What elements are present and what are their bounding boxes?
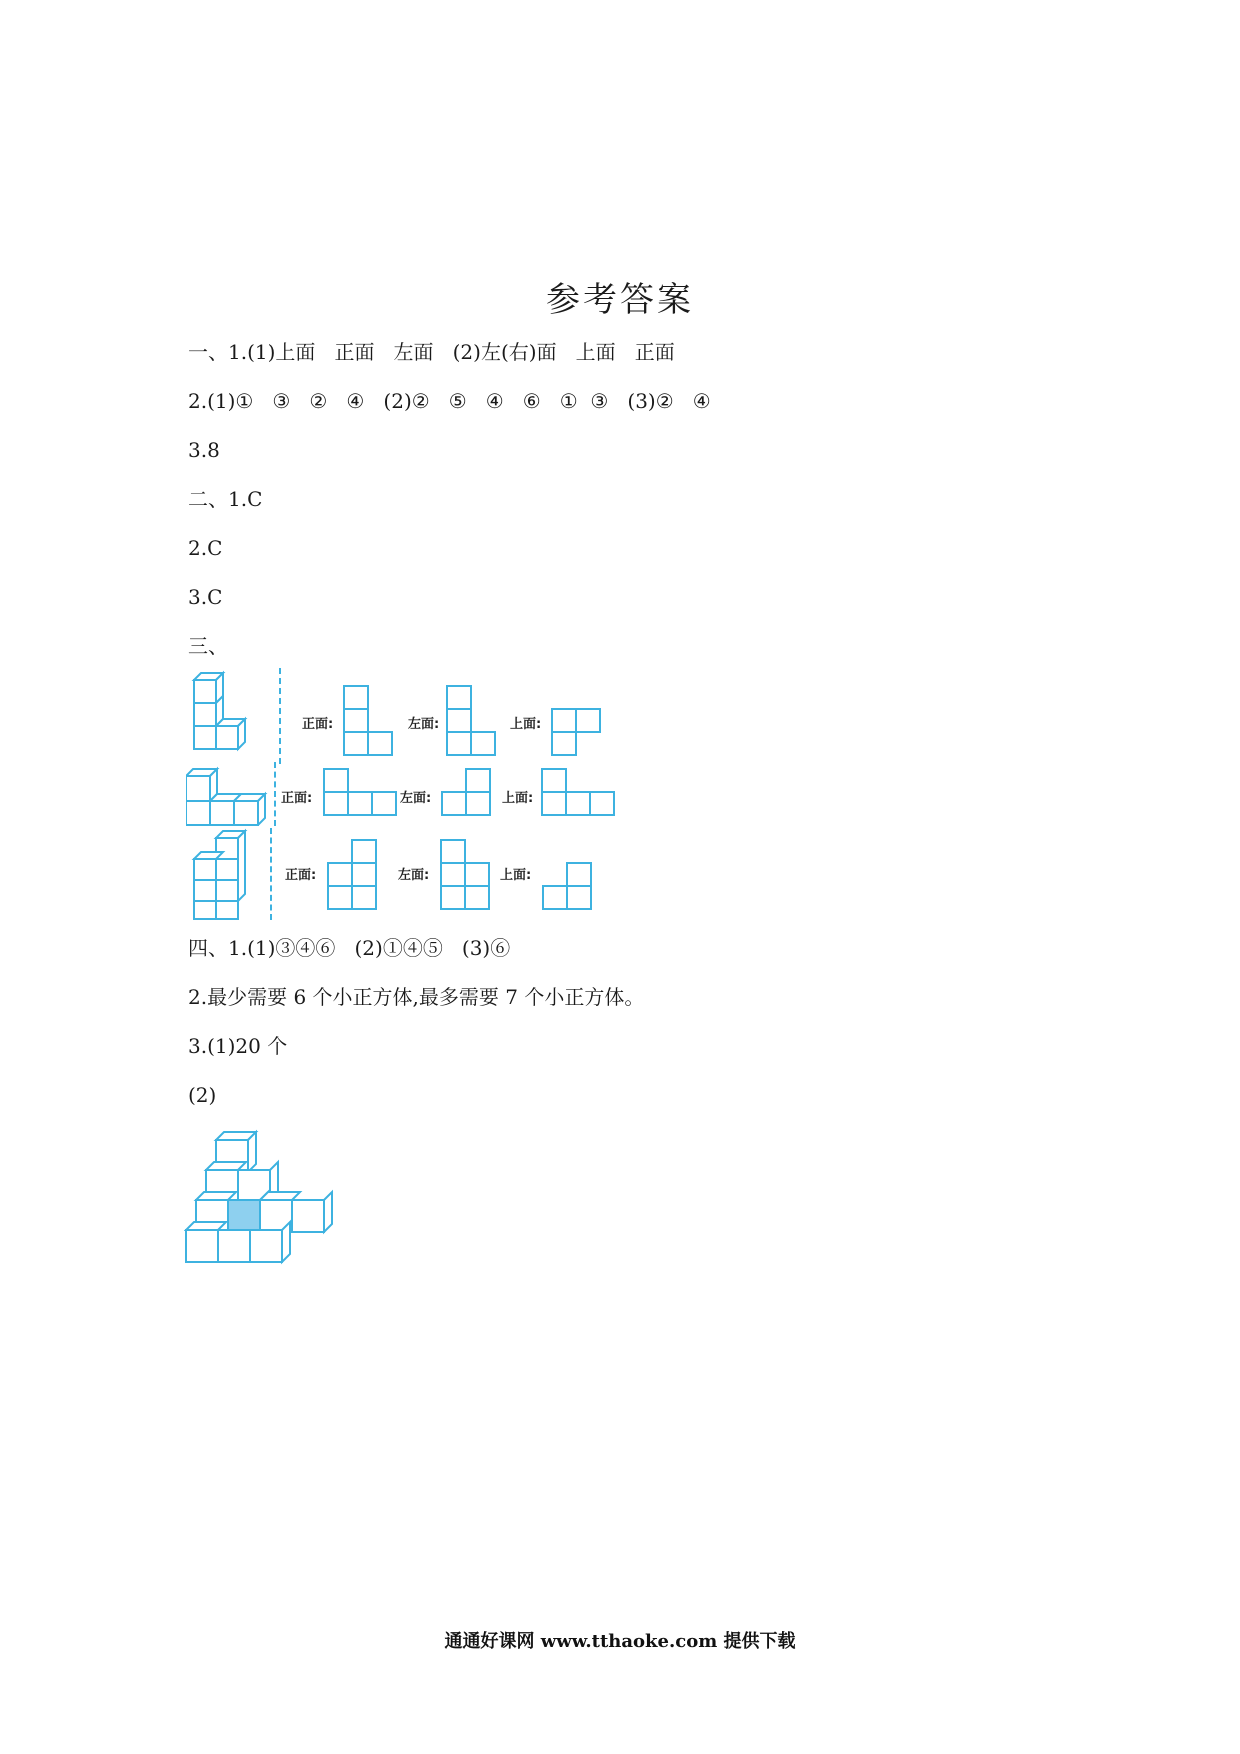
front-view-3 xyxy=(327,839,379,911)
cube-figure-2 xyxy=(186,764,270,826)
answer-line-1-3: 3.8 xyxy=(188,438,220,462)
page-title: 参考答案 xyxy=(546,280,694,320)
answer-line-4-1: 四、1.(1)③④⑥ (2)①④⑤ (3)⑥ xyxy=(188,936,511,960)
front-view-2 xyxy=(323,768,397,818)
divider-line-2 xyxy=(274,762,276,826)
divider-line-1 xyxy=(279,668,281,764)
answer-line-1-1: 一、1.(1)上面 正面 左面 (2)左(右)面 上面 正面 xyxy=(188,340,675,364)
top-view-1 xyxy=(551,708,603,758)
cube-figure-3 xyxy=(186,828,256,920)
view-label-top: 上面: xyxy=(510,717,542,732)
left-view-3 xyxy=(440,839,492,911)
section-3-heading: 三、 xyxy=(188,634,228,658)
answer-line-1-2: 2.(1)① ③ ② ④ (2)② ⑤ ④ ⑥ ① ③ (3)② ④ xyxy=(188,389,711,413)
view-label-front: 正面: xyxy=(281,791,313,806)
view-label-top: 上面: xyxy=(500,868,532,883)
front-view-1 xyxy=(343,685,395,757)
top-view-2 xyxy=(541,768,615,818)
answer-line-4-3: 3.(1)20 个 xyxy=(188,1034,288,1058)
view-label-top: 上面: xyxy=(502,791,534,806)
answer-line-4-2: 2.最少需要 6 个小正方体,最多需要 7 个小正方体。 xyxy=(188,985,645,1009)
view-label-left: 左面: xyxy=(400,791,432,806)
cube-pyramid-figure xyxy=(184,1120,354,1295)
left-view-1 xyxy=(446,685,498,757)
view-label-left: 左面: xyxy=(408,717,440,732)
answer-line-2-3: 3.C xyxy=(188,585,223,609)
view-label-front: 正面: xyxy=(302,717,334,732)
answer-line-2-2: 2.C xyxy=(188,536,223,560)
answer-line-2-1: 二、1.C xyxy=(188,487,263,511)
cube-figure-1 xyxy=(186,670,256,760)
footer-text: 通通好课网 www.tthaoke.com 提供下载 xyxy=(444,1631,796,1652)
top-view-3 xyxy=(542,862,594,912)
answer-line-4-3b: (2) xyxy=(188,1083,217,1107)
view-label-left: 左面: xyxy=(398,868,430,883)
divider-line-3 xyxy=(270,828,272,920)
left-view-2 xyxy=(441,768,493,818)
view-label-front: 正面: xyxy=(285,868,317,883)
